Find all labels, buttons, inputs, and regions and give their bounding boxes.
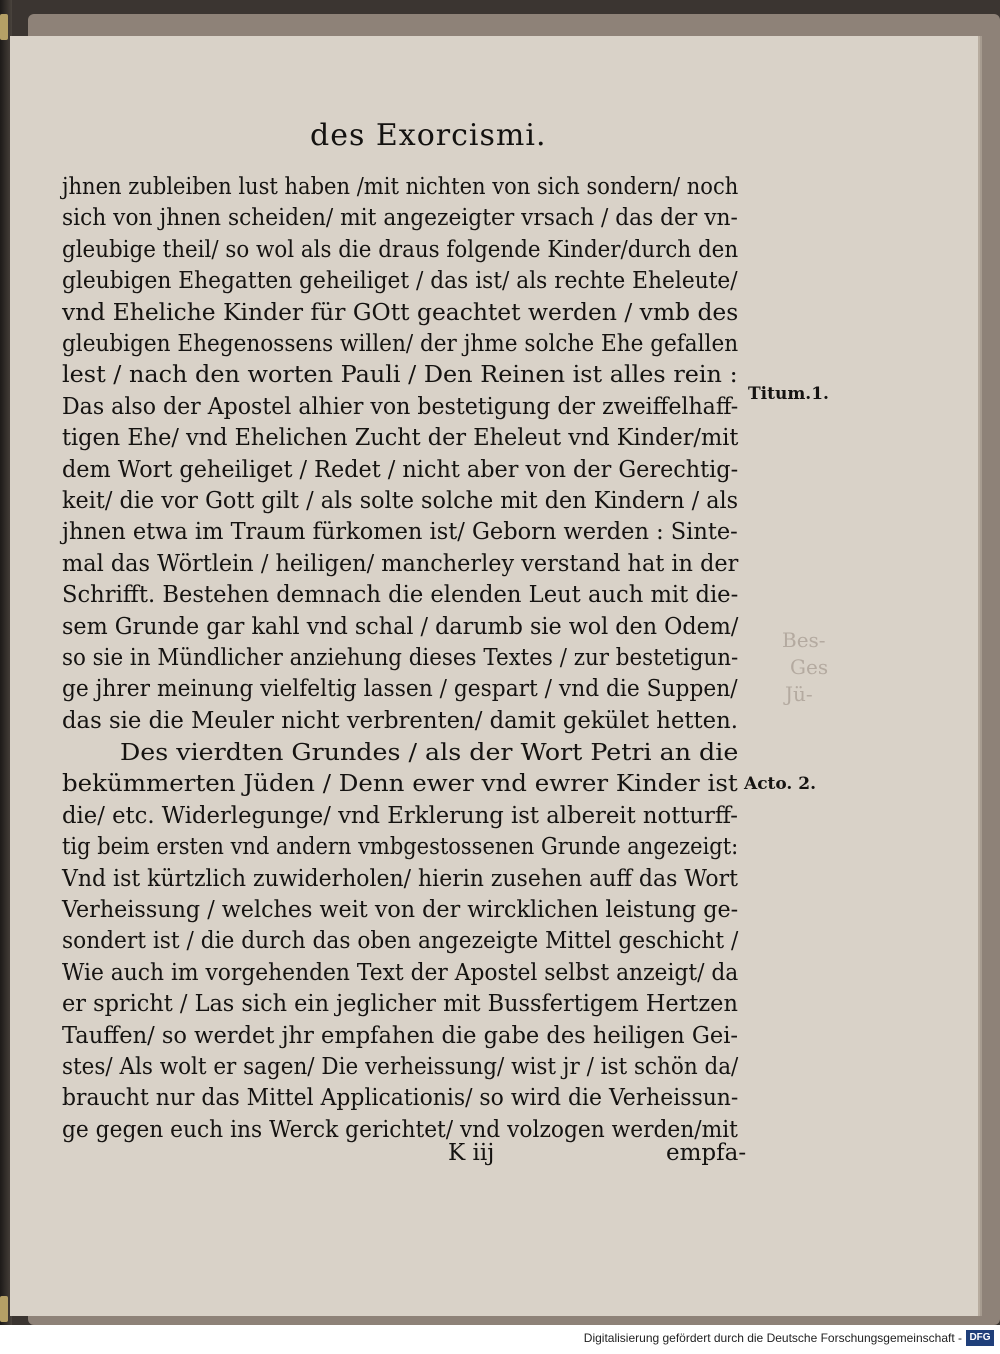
text-line: Das also der Apostel alhier von bestetigung der zweiffelhaff- bbox=[62, 393, 739, 420]
bleed-through-text: Bes- bbox=[782, 628, 826, 652]
text-line: dem Wort geheiliget / Redet / nicht aber von der Gerechtig- bbox=[62, 456, 739, 483]
text-line: Vnd ist kürtzlich zuwiderholen/ hierin zusehen auff das Wort bbox=[62, 865, 738, 892]
text-line: das sie die Meuler nicht verbrenten/ damit gekület hetten. bbox=[62, 707, 738, 734]
running-header: des Exorcismi. bbox=[310, 118, 547, 153]
text-line: braucht nur das Mittel Applicationis/ so wird die Verheissun- bbox=[62, 1085, 739, 1112]
text-line: er spricht / Las sich ein jeglicher mit Bussfertigem Hertzen bbox=[62, 991, 738, 1018]
text-line: sich von jhnen scheiden/ mit angezeigter vrsach / das der vn- bbox=[62, 205, 738, 232]
text-line: keit/ die vor Gott gilt / als solte solche mit den Kindern / als bbox=[62, 488, 739, 514]
text-line: stes/ Als wolt er sagen/ Die verheissung/ wist jr / ist schön da/ bbox=[62, 1054, 739, 1080]
text-line: tig beim ersten vnd andern vmbgestossenen Grunde angezeigt: bbox=[62, 834, 739, 861]
text-line: jhnen zubleiben lust haben /mit nichten von sich sondern/ noch bbox=[62, 174, 739, 200]
text-line: gleubigen Ehegatten geheiliget / das ist/ als rechte Eheleute/ bbox=[62, 268, 738, 295]
bleed-through-text: Jü- bbox=[785, 682, 813, 706]
text-line: so sie in Mündlicher anziehung dieses Textes / zur bestetigun- bbox=[62, 645, 739, 671]
text-line: sondert ist / die durch das oben angezeigte Mittel geschicht / bbox=[62, 928, 739, 955]
binding-clip-bottom bbox=[0, 1296, 8, 1322]
text-line: vnd Eheliche Kinder für GOtt geachtet werden / vmb des bbox=[62, 299, 739, 326]
text-line: Verheissung / welches weit von der wircklichen leistung ge- bbox=[62, 897, 739, 923]
text-line: Wie auch im vorgehenden Text der Apostel selbst anzeigt/ da bbox=[62, 959, 739, 986]
text-line: sem Grunde gar kahl vnd schal / darumb sie wol den Odem/ bbox=[62, 613, 739, 640]
bleed-through-text: Ges bbox=[790, 655, 829, 679]
margin-note-acto: Acto. 2. bbox=[744, 774, 817, 794]
text-line: gleubige theil/ so wol als die draus folgende Kinder/durch den bbox=[62, 236, 739, 263]
text-line: ge jhrer meinung vielfeltig lassen / gespart / vnd die Suppen/ bbox=[62, 676, 738, 703]
text-line: mal das Wörtlein / heiligen/ mancherley verstand hat in der bbox=[62, 550, 739, 577]
text-line: bekümmerten Jüden / Denn ewer vnd ewrer Kinder ist bbox=[62, 771, 738, 798]
binding-clip-top bbox=[0, 14, 8, 40]
text-line: Des vierdten Grundes / als der Wort Petri an die bbox=[120, 740, 739, 766]
text-line: ge gegen euch ins Werck gerichtet/ vnd volzogen werden/mit bbox=[62, 1116, 738, 1143]
text-line: jhnen etwa im Traum fürkomen ist/ Geborn werden : Sinte- bbox=[62, 519, 738, 546]
dfg-logo: DFG bbox=[966, 1330, 994, 1346]
margin-note-titum: Titum.1. bbox=[748, 384, 829, 404]
text-line: gleubigen Ehegenossens willen/ der jhme solche Ehe gefallen bbox=[62, 331, 739, 357]
text-line: Tauffen/ so werdet jhr empfahen die gabe des heiligen Gei- bbox=[62, 1022, 739, 1049]
footer-credit: Digitalisierung gefördert durch die Deutsche Forschungsgemeinschaft - bbox=[583, 1331, 962, 1345]
catchword: empfa- bbox=[666, 1140, 747, 1166]
text-line: die/ etc. Widerlegunge/ vnd Erklerung ist albereit notturff- bbox=[62, 802, 738, 829]
text-line: tigen Ehe/ vnd Ehelichen Zucht der Eheleut vnd Kinder/mit bbox=[62, 425, 739, 452]
signature-mark: K iij bbox=[448, 1140, 495, 1166]
text-line: lest / nach den worten Pauli / Den Reinen ist alles rein : bbox=[62, 362, 738, 389]
footer-bar bbox=[0, 1325, 1000, 1354]
text-line: Schrifft. Bestehen demnach die elenden Leut auch mit die- bbox=[62, 582, 739, 609]
